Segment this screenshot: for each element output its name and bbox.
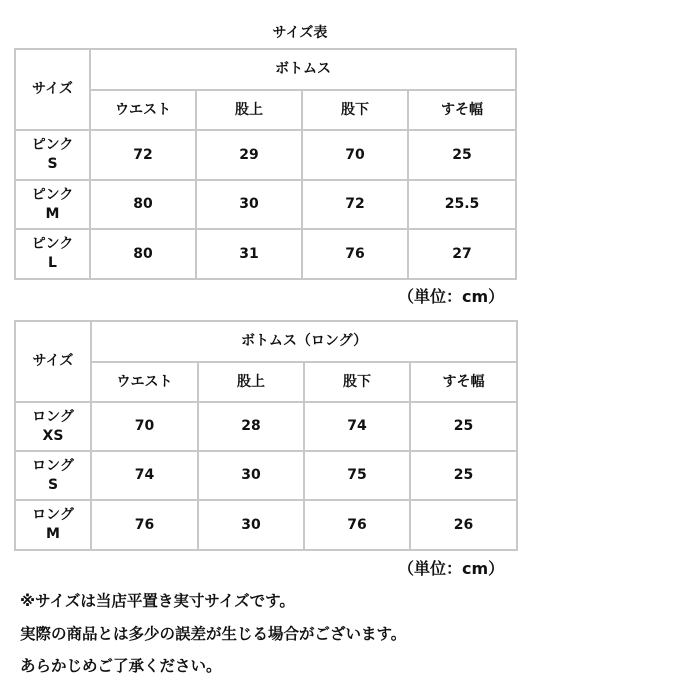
group-header-cell: ボトムス（ロング） [91,321,517,362]
size-cell [15,130,90,180]
value-cell: 72 [302,180,408,229]
size-label: S [47,476,59,493]
table-row [15,180,516,229]
size-color-label: ピンク [31,236,74,253]
size-cell [15,229,90,279]
size-cell [15,500,91,550]
value-cell: 25 [410,451,517,500]
column-header: 股上 [196,90,302,130]
group-header-row [15,321,517,362]
value-cell: 75 [304,451,410,500]
column-header-row [15,362,517,402]
size-header-cell: サイズ [15,49,90,130]
column-header-row [15,90,516,130]
size-table-bottoms-long [14,320,518,551]
unit-label: （単位：cm） [398,559,505,578]
value-cell: 76 [302,229,408,279]
value-cell: 70 [302,130,408,180]
column-header: すそ幅 [410,362,517,402]
value-cell: 70 [91,402,198,451]
size-color-label: ロング [32,408,74,425]
value-cell: 76 [91,500,198,550]
value-cell: 29 [196,130,302,180]
size-label: L [48,255,57,271]
value-cell: 72 [90,130,196,180]
group-header-row [15,49,516,90]
size-header-cell: サイズ [15,321,91,402]
column-header: 股下 [302,90,408,130]
column-header: すそ幅 [408,90,516,130]
value-cell: 76 [304,500,410,550]
table-row [15,500,517,550]
group-header-cell: ボトムス [90,49,516,90]
value-cell: 30 [198,500,304,550]
value-cell: 31 [196,229,302,279]
size-label: M [45,205,60,222]
size-color-label: ロング [32,457,74,474]
value-cell: 27 [408,229,516,279]
size-table-bottoms [14,48,517,280]
value-cell: 74 [304,402,410,451]
size-color-label: ロング [32,507,74,524]
unit-label: （単位：cm） [398,287,505,306]
value-cell: 25 [408,130,516,180]
value-cell: 80 [90,229,196,279]
value-cell: 30 [198,451,304,500]
column-header: ウエスト [90,90,196,130]
value-cell: 74 [91,451,198,500]
page-title: サイズ表 [272,25,328,41]
table-row [15,229,516,279]
note-line: 実際の商品とは多少の誤差が生じる場合がございます。 [20,625,407,643]
size-cell [15,180,90,229]
size-cell [15,451,91,500]
value-cell: 25.5 [408,180,516,229]
value-cell: 80 [90,180,196,229]
size-label: S [47,156,58,172]
table-row [15,402,517,451]
size-color-label: ピンク [31,186,74,203]
table-row [15,451,517,500]
size-label: M [46,526,60,542]
column-header: ウエスト [91,362,198,402]
size-color-label: ピンク [31,137,74,154]
column-header: 股下 [304,362,410,402]
size-label: XS [42,427,64,444]
column-header: 股上 [198,362,304,402]
size-cell [15,402,91,451]
value-cell: 26 [410,500,517,550]
note-line: あらかじめご了承ください。 [20,657,222,675]
table-row [15,130,516,180]
note-line: ※サイズは当店平置き実寸サイズです。 [20,592,295,610]
value-cell: 25 [410,402,517,451]
value-cell: 30 [196,180,302,229]
value-cell: 28 [198,402,304,451]
